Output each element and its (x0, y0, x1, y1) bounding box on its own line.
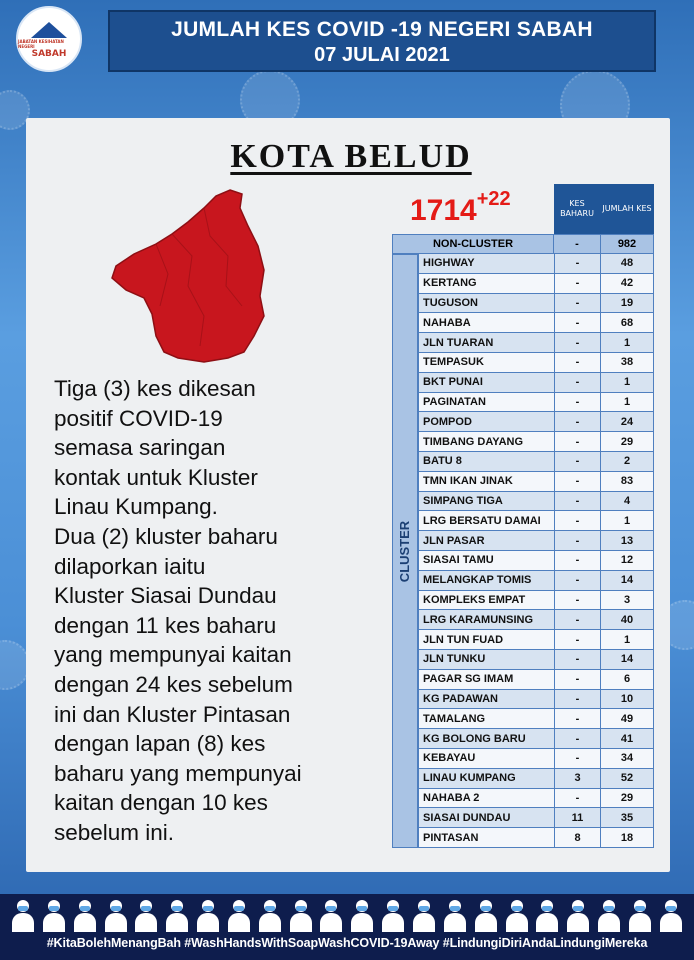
frontliner-figures (10, 898, 684, 934)
frontliner-icon (41, 898, 67, 932)
row-name: JLN TUARAN (418, 333, 554, 353)
description-text (54, 374, 394, 848)
table-row (418, 313, 654, 333)
row-total: 10 (600, 690, 654, 710)
description-line: sebelum ini. (54, 819, 175, 845)
table-row (418, 808, 654, 828)
jkns-sabah-logo (16, 6, 82, 72)
row-new: - (554, 452, 600, 472)
row-new: - (554, 591, 600, 611)
frontliner-icon (658, 898, 684, 932)
mountain-icon (31, 22, 67, 38)
frontliner-icon (627, 898, 653, 932)
row-new: - (554, 294, 600, 314)
row-name: BATU 8 (418, 452, 554, 472)
table-row (418, 828, 654, 848)
table-row (418, 472, 654, 492)
frontliner-icon (226, 898, 252, 932)
row-total: 49 (600, 709, 654, 729)
footer-banner (0, 894, 694, 960)
row-name: KG PADAWAN (418, 690, 554, 710)
header-banner (108, 10, 656, 72)
frontliner-icon (164, 898, 190, 932)
row-total: 13 (600, 531, 654, 551)
table-row (418, 511, 654, 531)
row-name: JLN TUNKU (418, 650, 554, 670)
table-row (418, 769, 654, 789)
frontliner-icon (565, 898, 591, 932)
row-name: TIMBANG DAYANG (418, 432, 554, 452)
frontliner-icon (318, 898, 344, 932)
total-count: 1714 (410, 194, 477, 227)
frontliner-icon (288, 898, 314, 932)
row-name: BKT PUNAI (418, 373, 554, 393)
row-name: NAHABA 2 (418, 789, 554, 809)
row-new: - (554, 274, 600, 294)
table-row (418, 670, 654, 690)
total-cases (410, 188, 511, 228)
row-new: - (554, 393, 600, 413)
content-card (26, 118, 670, 872)
table-row (418, 373, 654, 393)
row-total: 1 (600, 511, 654, 531)
row-name: TEMPASUK (418, 353, 554, 373)
table-row (418, 749, 654, 769)
row-total: 40 (600, 610, 654, 630)
row-new: - (554, 789, 600, 809)
row-total: 52 (600, 769, 654, 789)
cluster-band (392, 254, 418, 848)
table-row (418, 551, 654, 571)
row-total: 12 (600, 551, 654, 571)
col-header-total: JUMLAH KES (600, 184, 654, 234)
row-new: 11 (554, 808, 600, 828)
description-line: Linau Kumpang. (54, 494, 218, 520)
row-total: 34 (600, 749, 654, 769)
table-row (418, 789, 654, 809)
row-total: 982 (600, 234, 654, 254)
row-total: 41 (600, 729, 654, 749)
row-name: NON-CLUSTER (392, 234, 554, 254)
row-new: - (554, 472, 600, 492)
description-line: kaitan dengan 10 kes (54, 790, 268, 816)
row-name: JLN PASAR (418, 531, 554, 551)
table-row (418, 610, 654, 630)
row-total: 68 (600, 313, 654, 333)
row-new: - (554, 630, 600, 650)
row-new: 3 (554, 769, 600, 789)
table-row (418, 452, 654, 472)
table-row (418, 729, 654, 749)
row-name: TUGUSON (418, 294, 554, 314)
frontliner-icon (195, 898, 221, 932)
header-title: JUMLAH KES COVID -19 NEGERI SABAH (171, 18, 593, 41)
district-title: KOTA BELUD (230, 138, 472, 175)
table-row (418, 650, 654, 670)
row-name: PAGAR SG IMAM (418, 670, 554, 690)
description-line: dengan 11 kes baharu (54, 612, 277, 638)
row-name: SIASAI DUNDAU (418, 808, 554, 828)
header-date: 07 JULAI 2021 (314, 44, 450, 66)
logo-tagline: JABATAN KESIHATAN NEGERI (18, 38, 64, 49)
frontliner-icon (380, 898, 406, 932)
table-row (418, 690, 654, 710)
row-total: 3 (600, 591, 654, 611)
row-new: - (554, 353, 600, 373)
row-new: - (554, 432, 600, 452)
row-new: - (554, 709, 600, 729)
row-total: 38 (600, 353, 654, 373)
table-row (418, 294, 654, 314)
non-cluster-row (392, 234, 654, 254)
row-name: SIASAI TAMU (418, 551, 554, 571)
description-line: Dua (2) kluster baharu (54, 523, 278, 549)
table-row (418, 412, 654, 432)
description-line: Tiga (3) kes dikesan (54, 376, 256, 401)
table-row (418, 591, 654, 611)
row-total: 1 (600, 393, 654, 413)
table-row (418, 432, 654, 452)
cluster-label: CLUSTER (397, 520, 413, 582)
district-map-icon (108, 186, 268, 366)
row-new: - (554, 313, 600, 333)
row-name: NAHABA (418, 313, 554, 333)
row-new: - (554, 531, 600, 551)
description-line: ini dan Kluster Pintasan (54, 701, 291, 727)
row-new: - (554, 650, 600, 670)
row-name: MELANGKAP TOMIS (418, 571, 554, 591)
table-row (418, 709, 654, 729)
frontliner-icon (596, 898, 622, 932)
row-name: LRG BERSATU DAMAI (418, 511, 554, 531)
row-name: TAMALANG (418, 709, 554, 729)
row-name: LINAU KUMPANG (418, 769, 554, 789)
row-total: 29 (600, 432, 654, 452)
footer-hashtags: #KitaBolehMenangBah #WashHandsWithSoapWashCOVID-19Away #LindungiDiriAndaLindungiMereka (46, 936, 648, 950)
description-line: positif COVID-19 (54, 405, 223, 431)
frontliner-icon (103, 898, 129, 932)
description-line: dilaporkan iaitu (54, 553, 206, 579)
description-line: semasa saringan (54, 435, 226, 461)
row-new: - (554, 234, 600, 254)
table-row (418, 353, 654, 373)
row-total: 1 (600, 333, 654, 353)
row-total: 42 (600, 274, 654, 294)
row-new: - (554, 511, 600, 531)
description-line: baharu yang mempunyai (54, 760, 302, 786)
row-name: JLN TUN FUAD (418, 630, 554, 650)
row-total: 35 (600, 808, 654, 828)
frontliner-icon (133, 898, 159, 932)
frontliner-icon (504, 898, 530, 932)
row-total: 6 (600, 670, 654, 690)
row-total: 14 (600, 650, 654, 670)
row-name: KEBAYAU (418, 749, 554, 769)
frontliner-icon (349, 898, 375, 932)
row-new: - (554, 571, 600, 591)
new-count: +22 (476, 188, 511, 210)
row-new: - (554, 373, 600, 393)
row-new: - (554, 749, 600, 769)
row-new: - (554, 670, 600, 690)
table-row (418, 333, 654, 353)
row-total: 24 (600, 412, 654, 432)
table-row (418, 254, 654, 274)
row-new: - (554, 333, 600, 353)
table-row (418, 571, 654, 591)
row-new: - (554, 610, 600, 630)
row-name: PAGINATAN (418, 393, 554, 413)
row-name: LRG KARAMUNSING (418, 610, 554, 630)
table-row (418, 274, 654, 294)
row-name: POMPOD (418, 412, 554, 432)
row-new: - (554, 551, 600, 571)
row-total: 14 (600, 571, 654, 591)
row-total: 1 (600, 373, 654, 393)
row-total: 1 (600, 630, 654, 650)
table-row (418, 630, 654, 650)
row-total: 19 (600, 294, 654, 314)
row-new: - (554, 412, 600, 432)
row-name: TMN IKAN JINAK (418, 472, 554, 492)
row-new: - (554, 254, 600, 274)
row-total: 48 (600, 254, 654, 274)
table-row (418, 393, 654, 413)
table-row (418, 531, 654, 551)
frontliner-icon (72, 898, 98, 932)
col-header-new: KES BAHARU (554, 184, 600, 234)
row-total: 4 (600, 492, 654, 512)
description-line: dengan lapan (8) kes (54, 731, 266, 757)
row-name: KERTANG (418, 274, 554, 294)
row-new: - (554, 492, 600, 512)
row-total: 18 (600, 828, 654, 848)
frontliner-icon (534, 898, 560, 932)
description-line: yang mempunyai kaitan (54, 642, 292, 668)
logo-text: SABAH (31, 48, 67, 59)
row-new: - (554, 690, 600, 710)
row-new: 8 (554, 828, 600, 848)
frontliner-icon (257, 898, 283, 932)
description-line: dengan 24 kes sebelum (54, 671, 293, 697)
frontliner-icon (411, 898, 437, 932)
description-line: Kluster Siasai Dundau (54, 583, 277, 609)
row-name: SIMPANG TIGA (418, 492, 554, 512)
row-name: HIGHWAY (418, 254, 554, 274)
row-new: - (554, 729, 600, 749)
row-total: 2 (600, 452, 654, 472)
frontliner-icon (10, 898, 36, 932)
frontliner-icon (442, 898, 468, 932)
description-line: kontak untuk Kluster (54, 464, 258, 490)
row-total: 83 (600, 472, 654, 492)
row-total: 29 (600, 789, 654, 809)
row-name: KOMPLEKS EMPAT (418, 591, 554, 611)
row-name: PINTASAN (418, 828, 554, 848)
row-name: KG BOLONG BARU (418, 729, 554, 749)
frontliner-icon (473, 898, 499, 932)
table-row (418, 492, 654, 512)
